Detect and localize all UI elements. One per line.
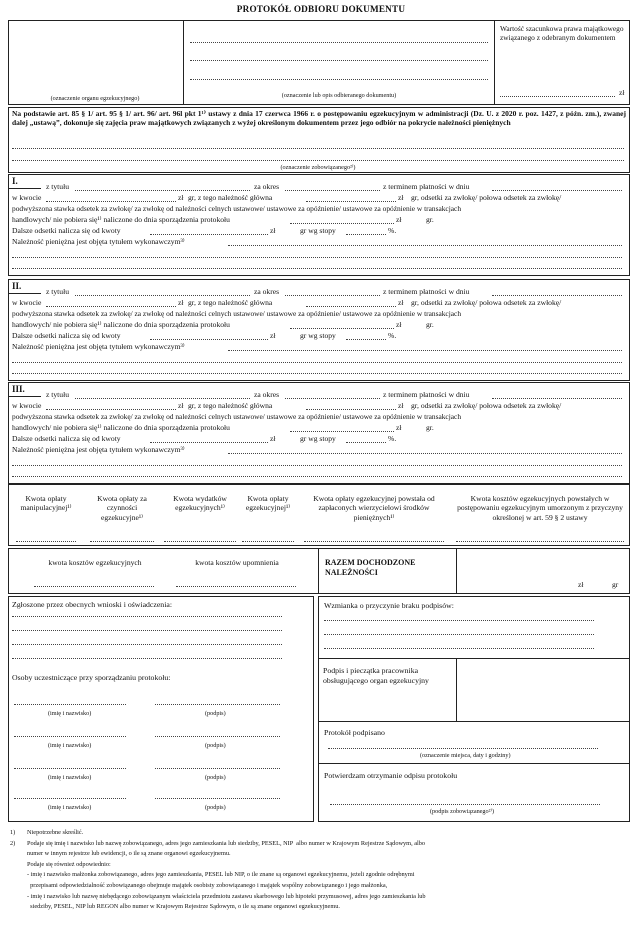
participant-sign-label: (podpis) <box>205 710 226 717</box>
total-label: RAZEM DOCHODZONE NALEŻNOŚCI <box>325 558 416 577</box>
no-signature-label: Wzmianka o przyczynie braku podpisów: <box>324 601 454 610</box>
participant-name-label: (imię i nazwisko) <box>48 804 92 811</box>
fee-field[interactable] <box>16 541 76 542</box>
principal-field[interactable] <box>306 306 396 307</box>
reminder-costs-label: kwota kosztów upomnienia <box>195 558 279 567</box>
interest-field[interactable] <box>290 431 394 432</box>
rate-field[interactable] <box>346 234 386 235</box>
due-date-field[interactable] <box>492 398 622 399</box>
principal-field[interactable] <box>306 201 396 202</box>
writ-field[interactable] <box>228 245 622 246</box>
fee-field[interactable] <box>304 541 444 542</box>
footnote-text: Podaje się również odpowiednio: <box>27 860 111 868</box>
fee-label: Kwota kosztów egzekucyjnych powstałych w postępowaniu egzekucyjnym umorzonym z przyczyny określonej w art. 59 § 2 ustawy <box>457 494 623 522</box>
rate-field[interactable] <box>346 339 386 340</box>
rate-field[interactable] <box>346 442 386 443</box>
participant-sign-field[interactable] <box>155 768 280 769</box>
writ-field[interactable] <box>228 350 622 351</box>
section-number: III. <box>12 384 25 394</box>
period-field[interactable] <box>285 295 380 296</box>
participant-name-field[interactable] <box>14 704 126 705</box>
fee-field[interactable] <box>164 541 236 542</box>
participant-sign-label: (podpis) <box>205 774 226 781</box>
due-date-field[interactable] <box>492 295 622 296</box>
fee-field[interactable] <box>90 541 154 542</box>
right-panel <box>318 596 630 822</box>
base-amount-field[interactable] <box>150 234 268 235</box>
costs-block <box>8 548 630 594</box>
participant-sign-label: (podpis) <box>205 804 226 811</box>
fee-label: Kwota opłaty egzekucyjnej¹⁾ <box>245 494 291 513</box>
value-label: Wartość szacunkowa prawa majątkowego związanego z odebranym dokumentem <box>500 24 624 43</box>
fee-field[interactable] <box>456 541 624 542</box>
footnote-number: 1) <box>10 829 16 836</box>
section-number: II. <box>12 281 22 291</box>
page-title: PROTOKÓŁ ODBIORU DOKUMENTU <box>236 4 406 14</box>
doc-label: (oznaczenie lub opis odbieranego dokumentu) <box>281 92 397 99</box>
amount-field[interactable] <box>46 409 176 410</box>
amount-field[interactable] <box>46 201 176 202</box>
receipt-label: Potwierdzam otrzymanie odpisu protokołu <box>324 771 458 780</box>
footnote-text: numer w innym rejestrze lub ewidencji, o ile są znane organowi egzekucyjnemu. <box>27 850 231 858</box>
period-field[interactable] <box>285 398 380 399</box>
intro-text: Na podstawie art. 85 § 1/ art. 95 § 1/ art. 96/ art. 96l pkt 1¹⁾ ustawy z dnia 17 czerwca 1966 r. o postępowaniu egzekucyjnym w administracji (Dz. U. z 2020 r. poz. 1427, z późn. zm.), zwanej dalej „ustawą”, dokonuje się zajęcia praw majątkowych związanych z wyżej określonym dokumentem przez jego odbiór na pokrycie należności pieniężnych <box>12 109 626 128</box>
footnote-text: siedziby, PESEL, NIP lub REGON albo numer w Krajowym Rejestrze Sądowym, o ile są znane organowi egzekucyjnemu. <box>27 903 340 911</box>
participant-sign-field[interactable] <box>155 798 280 799</box>
section-number: I. <box>12 176 18 186</box>
title-field[interactable] <box>75 398 250 399</box>
interest-field[interactable] <box>290 223 394 224</box>
participant-sign-field[interactable] <box>155 736 280 737</box>
obligor-field[interactable] <box>12 148 624 149</box>
footnote-text: - imię i nazwisko lub nazwę niebędącego zobowiązanym właściciela przedmiotu zastawu skarbowego lub hipoteki przymusowej, adres jego zamieszkania lub <box>27 892 426 900</box>
participant-sign-field[interactable] <box>155 704 280 705</box>
participant-name-label: (imię i nazwisko) <box>48 710 92 717</box>
principal-field[interactable] <box>306 409 396 410</box>
participant-sign-label: (podpis) <box>205 742 226 749</box>
exec-costs-field[interactable] <box>34 586 154 587</box>
fee-label: Kwota wydatków egzekucyjnych¹⁾ <box>173 494 227 513</box>
interest-field[interactable] <box>290 328 394 329</box>
footnote-text: Niepotrzebne skreślić. <box>27 829 84 836</box>
title-field[interactable] <box>75 295 250 296</box>
footnote-text: - imię i nazwisko małżonka zobowiązanego, adres jego zamieszkania, PESEL lub NIP, o ile znane są organowi egzekucyjnemu, jeżeli zgodnie odrębnymi <box>27 871 415 879</box>
due-date-field[interactable] <box>492 190 622 191</box>
value-field[interactable] <box>500 96 615 97</box>
period-field[interactable] <box>285 190 380 191</box>
participant-name-label: (imię i nazwisko) <box>48 742 92 749</box>
signed-label: Protokół podpisano <box>324 728 385 737</box>
amount-field[interactable] <box>46 306 176 307</box>
fee-label: Kwota opłaty za czynności egzekucyjne¹⁾ <box>97 494 147 522</box>
organ-label: (oznaczenie organu egzekucyjnego) <box>50 95 140 102</box>
exec-costs-label: kwota kosztów egzekucyjnych <box>48 558 142 567</box>
participant-name-label: (imię i nazwisko) <box>48 774 92 781</box>
fee-label: Kwota opłaty egzekucyjnej powstała od zapłaconych wierzycielowi środków pieniężnych¹⁾ <box>313 494 435 522</box>
reminder-costs-field[interactable] <box>176 586 296 587</box>
footnote-text: przepisami odpowiedzialność zobowiązanego obejmuje majątek osobisty zobowiązanego i majątek wspólny zobowiązanego i jego małżonka, <box>27 882 388 889</box>
fee-label: Kwota opłaty manipulacyjnej¹⁾ <box>20 494 72 513</box>
motions-label: Zgłoszone przez obecnych wnioski i oświadczenia: <box>12 600 172 609</box>
writ-field[interactable] <box>228 453 622 454</box>
officer-label: Podpis i pieczątka pracownika obsługującego organ egzekucyjny <box>323 666 429 685</box>
footnote-text: Podaje się imię i nazwisko lub nazwę zobowiązanego, adres jego zamieszkania lub siedziby, PESEL, NIP albo numer w Krajowym Rejestrze Sądowym, albo <box>27 839 426 847</box>
participant-name-field[interactable] <box>14 768 126 769</box>
base-amount-field[interactable] <box>150 442 268 443</box>
participant-name-field[interactable] <box>14 798 126 799</box>
fee-field[interactable] <box>242 541 294 542</box>
title-field[interactable] <box>75 190 250 191</box>
participant-name-field[interactable] <box>14 736 126 737</box>
base-amount-field[interactable] <box>150 339 268 340</box>
footnote-number: 2) <box>10 839 16 847</box>
obligor-label: (oznaczenie zobowiązanego²⁾) <box>280 164 356 171</box>
participants-label: Osoby uczestniczące przy sporządzaniu protokołu: <box>12 673 171 682</box>
